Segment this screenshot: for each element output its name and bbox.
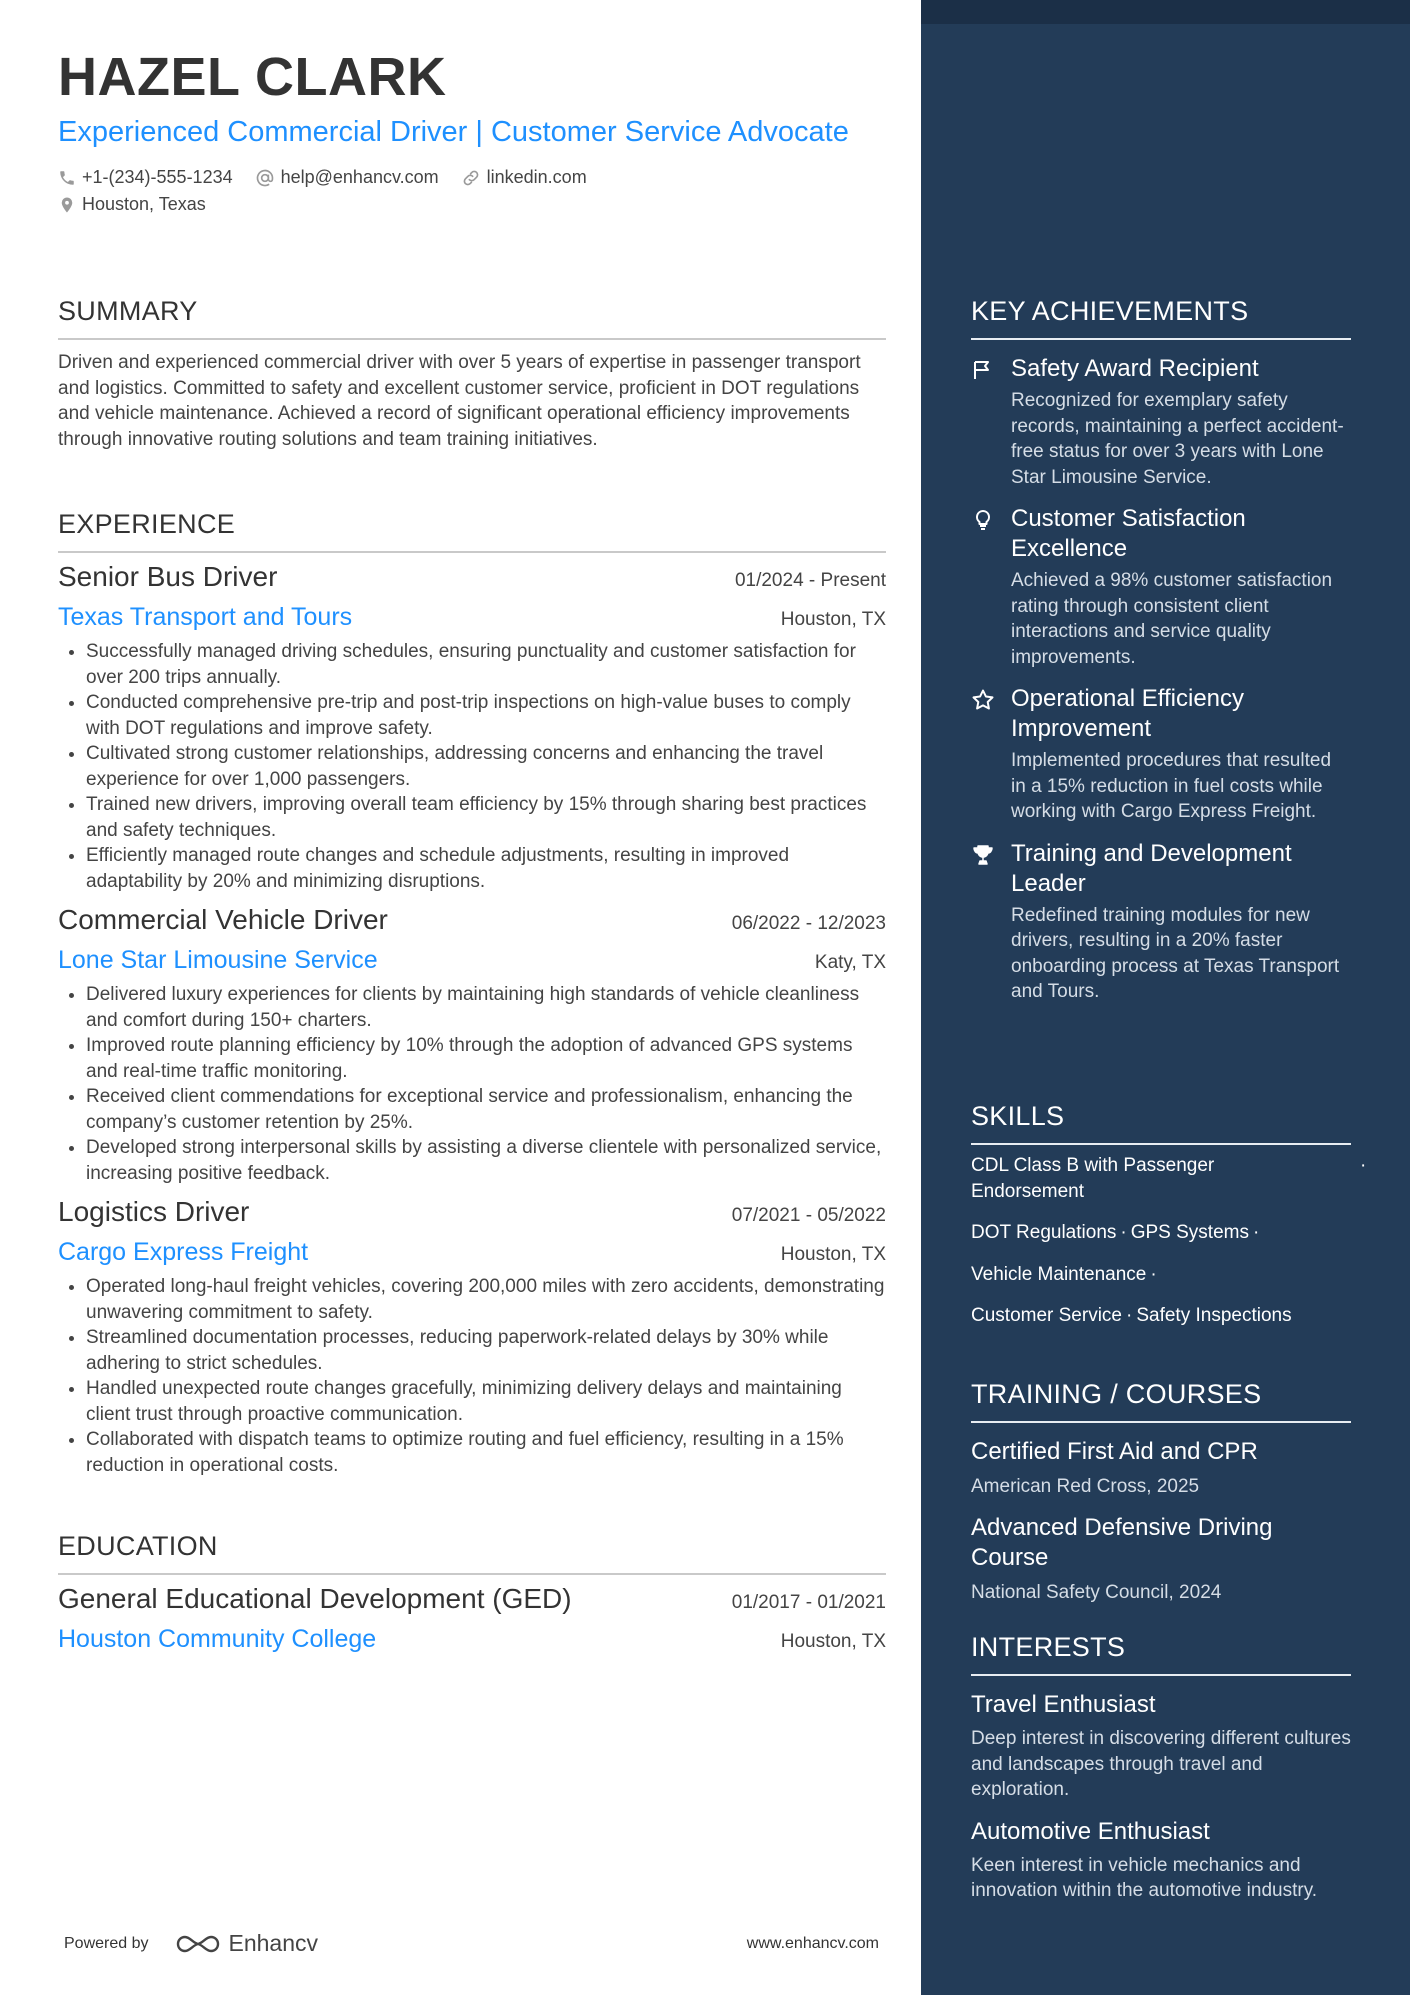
job-title: Commercial Vehicle Driver [58, 904, 388, 935]
job-location: Houston, TX [780, 609, 886, 630]
education-title: EDUCATION [58, 1531, 218, 1561]
job-company: Lone Star Limousine Service [58, 946, 378, 974]
course-provider: American Red Cross, 2025 [971, 1476, 1200, 1497]
skills-row [971, 1303, 1351, 1329]
skill-separator: · [1120, 1222, 1127, 1243]
location-text: Houston, Texas [82, 194, 206, 214]
bullet-item: • Successfully managed driving schedules, ensuring punctuality and customer satisfaction for over 200 trips annually. [86, 639, 886, 690]
job-dates: 06/2022 - 12/2023 [731, 913, 886, 934]
phone-number: +1-(234)-555-1234 [82, 167, 233, 187]
summary-section [58, 294, 886, 452]
skill-item: Vehicle Maintenance [971, 1263, 1147, 1285]
course-title: Certified First Aid and CPR [971, 1438, 1258, 1465]
footer-website[interactable]: www.enhancv.com [746, 1934, 879, 1952]
bullet-item: • Operated long-haul freight vehicles, covering 200,000 miles with zero accidents, demonstrating unwavering commitment to safety. [86, 1274, 886, 1325]
job-company: Texas Transport and Tours [58, 603, 353, 631]
course-provider: National Safety Council, 2024 [971, 1582, 1222, 1603]
achievements-title: KEY ACHIEVEMENTS [971, 296, 1249, 326]
interest-title: Automotive Enthusiast [971, 1817, 1210, 1845]
section-divider [58, 338, 886, 340]
job-company: Cargo Express Freight [58, 1238, 309, 1266]
bullet-item: • Cultivated strong customer relationships, addressing concerns and enhancing the travel experience for over 1,000 passengers. [86, 741, 886, 792]
bullet-item: • Delivered luxury experiences for clients by maintaining high standards of vehicle cleanliness and comfort during 150+ charters. [86, 982, 886, 1033]
brand-name: Enhancv [228, 1930, 319, 1956]
education-section [58, 1529, 886, 1655]
interest-title: Travel Enthusiast [971, 1691, 1156, 1718]
skill-item: GPS Systems [1130, 1222, 1249, 1243]
achievements-section [971, 294, 1351, 1005]
main-column [58, 44, 888, 218]
summary-title: SUMMARY [58, 296, 198, 326]
training-section [971, 1377, 1351, 1605]
bullet-item: • Handled unexpected route changes gracefully, minimizing delivery delays and maintaining client trust through proactive communication. [86, 1376, 886, 1427]
section-divider [971, 1143, 1351, 1145]
school-name: Houston Community College [58, 1625, 377, 1653]
job-dates: 01/2024 - Present [734, 570, 886, 591]
job-entry [58, 902, 886, 1186]
skill-item: CDL Class B with Passenger Endorsement [971, 1155, 1215, 1202]
job-title: Logistics Driver [58, 1196, 250, 1227]
bullet-item: • Trained new drivers, improving overall team efficiency by 15% through sharing best practices and safety techniques. [86, 792, 886, 843]
brand-logo[interactable] [175, 1930, 319, 1957]
link-icon [461, 168, 481, 188]
powered-by [64, 1930, 318, 1957]
contact-phone[interactable] [58, 167, 233, 188]
summary-text: Driven and experienced commercial driver with over 5 years of expertise in passenger transport and logistics. Committed to safety and excellent customer service, proficient in DOT regulations and vehicle maintenance. Achieved a record of significant operational efficiency improvements through innovative routing solutions and team training initiatives. [58, 352, 861, 450]
experience-section [58, 507, 886, 1478]
skill-separator: · [1150, 1263, 1157, 1285]
skill-separator: · [1252, 1222, 1260, 1243]
section-divider [971, 338, 1351, 340]
skills-title: SKILLS [971, 1101, 1065, 1131]
job-entry [58, 1194, 886, 1478]
job-entry [58, 559, 886, 894]
skill-item: Safety Inspections [1136, 1305, 1292, 1326]
skill-item: DOT Regulations [971, 1222, 1117, 1243]
achievement-title: Customer Satisfaction Excellence [1011, 505, 1246, 562]
job-location: Katy, TX [814, 952, 886, 973]
education-dates: 01/2017 - 01/2021 [731, 1592, 886, 1613]
experience-title: EXPERIENCE [58, 509, 236, 539]
bullet-item: • Streamlined documentation processes, reducing paperwork-related delays by 30% while adhering to strict schedules. [86, 1325, 886, 1376]
lightbulb-icon [971, 508, 995, 532]
education-entry [58, 1581, 886, 1655]
school-location: Houston, TX [780, 1631, 886, 1652]
skill-item: Customer Service [971, 1305, 1122, 1326]
bullet-item: • Efficiently managed route changes and schedule adjustments, resulting in improved adaptability by 20% and minimizing disruptions. [86, 843, 886, 894]
job-bullets [58, 1274, 886, 1478]
achievement-desc: Recognized for exemplary safety records, maintaining a perfect accident-free status for over 3 years with Lone Star Limousine Service. [1011, 390, 1344, 488]
skills-row [971, 1220, 1351, 1246]
interest-desc: Deep interest in discovering different cultures and landscapes through travel and exploration. [971, 1728, 1351, 1800]
achievement-title: Operational Efficiency Improvement [1011, 685, 1245, 742]
section-divider [971, 1674, 1351, 1676]
sidebar [921, 0, 1410, 1995]
skills-row [971, 1153, 1367, 1204]
interest-desc: Keen interest in vehicle mechanics and innovation within the automotive industry. [971, 1854, 1318, 1901]
job-bullets [58, 982, 886, 1186]
achievement-item [971, 354, 1351, 490]
skill-separator: · [1360, 1155, 1367, 1176]
interests-title: INTERESTS [971, 1632, 1126, 1662]
contact-location [58, 194, 206, 215]
job-bullets [58, 639, 886, 894]
achievement-item [971, 839, 1351, 1005]
email-address: help@enhancv.com [280, 167, 439, 187]
powered-by-label: Powered by [64, 1934, 149, 1952]
section-divider [58, 1573, 886, 1575]
degree-title: General Educational Development (GED) [58, 1583, 572, 1614]
flag-icon [971, 358, 995, 382]
job-location: Houston, TX [780, 1244, 886, 1265]
training-title: TRAINING / COURSES [971, 1379, 1262, 1409]
achievement-item [971, 504, 1351, 670]
star-icon [971, 688, 995, 712]
skills-section [971, 1099, 1367, 1329]
phone-icon [58, 169, 76, 187]
bullet-item: • Developed strong interpersonal skills by assisting a diverse clientele with personalized service, increasing positive feedback. [86, 1135, 886, 1186]
at-icon [255, 168, 275, 188]
bullet-item: • Conducted comprehensive pre-trip and post-trip inspections on high-value buses to comply with DOT regulations and improve safety. [86, 690, 886, 741]
course-title: Advanced Defensive Driving Course [971, 1514, 1273, 1571]
bullet-item: • Improved route planning efficiency by 10% through the adoption of advanced GPS systems and real-time traffic monitoring. [86, 1033, 886, 1084]
section-divider [58, 551, 886, 553]
achievement-desc: Achieved a 98% customer satisfaction rating through consistent client interactions and service quality improvements. [1011, 570, 1333, 668]
job-dates: 07/2021 - 05/2022 [731, 1205, 886, 1226]
achievement-desc: Implemented procedures that resulted in a 15% reduction in fuel costs while working with Cargo Express Freight. [1011, 750, 1332, 822]
achievement-desc: Redefined training modules for new drivers, resulting in a 20% faster onboarding process at Texas Transport and Tours. [1011, 904, 1340, 1002]
contact-email[interactable] [255, 167, 439, 188]
achievement-item [971, 684, 1351, 825]
trophy-icon [971, 843, 995, 867]
enhancv-logo-icon [175, 1932, 221, 1956]
section-divider [971, 1421, 1351, 1423]
achievement-title: Safety Award Recipient [1011, 355, 1259, 382]
skill-separator: · [1126, 1305, 1133, 1326]
candidate-headline: Experienced Commercial Driver | Customer Service Advocate [58, 116, 849, 148]
linkedin-url: linkedin.com [486, 167, 587, 187]
interests-section [971, 1630, 1351, 1904]
achievement-title: Training and Development Leader [1011, 839, 1292, 897]
skills-row [971, 1262, 1351, 1288]
job-title: Senior Bus Driver [58, 561, 278, 592]
candidate-name: HAZEL CLARK [58, 47, 447, 107]
sidebar-top-strip [921, 0, 1410, 24]
contact-info [58, 164, 888, 218]
contact-linkedin[interactable] [461, 167, 587, 188]
bullet-item: • Received client commendations for exceptional service and professionalism, enhancing the company’s customer retention by 25%. [86, 1084, 886, 1135]
bullet-item: • Collaborated with dispatch teams to optimize routing and fuel efficiency, resulting in a 15% reduction in operational costs. [86, 1427, 886, 1478]
footer [64, 1930, 879, 1957]
location-pin-icon [58, 195, 76, 215]
